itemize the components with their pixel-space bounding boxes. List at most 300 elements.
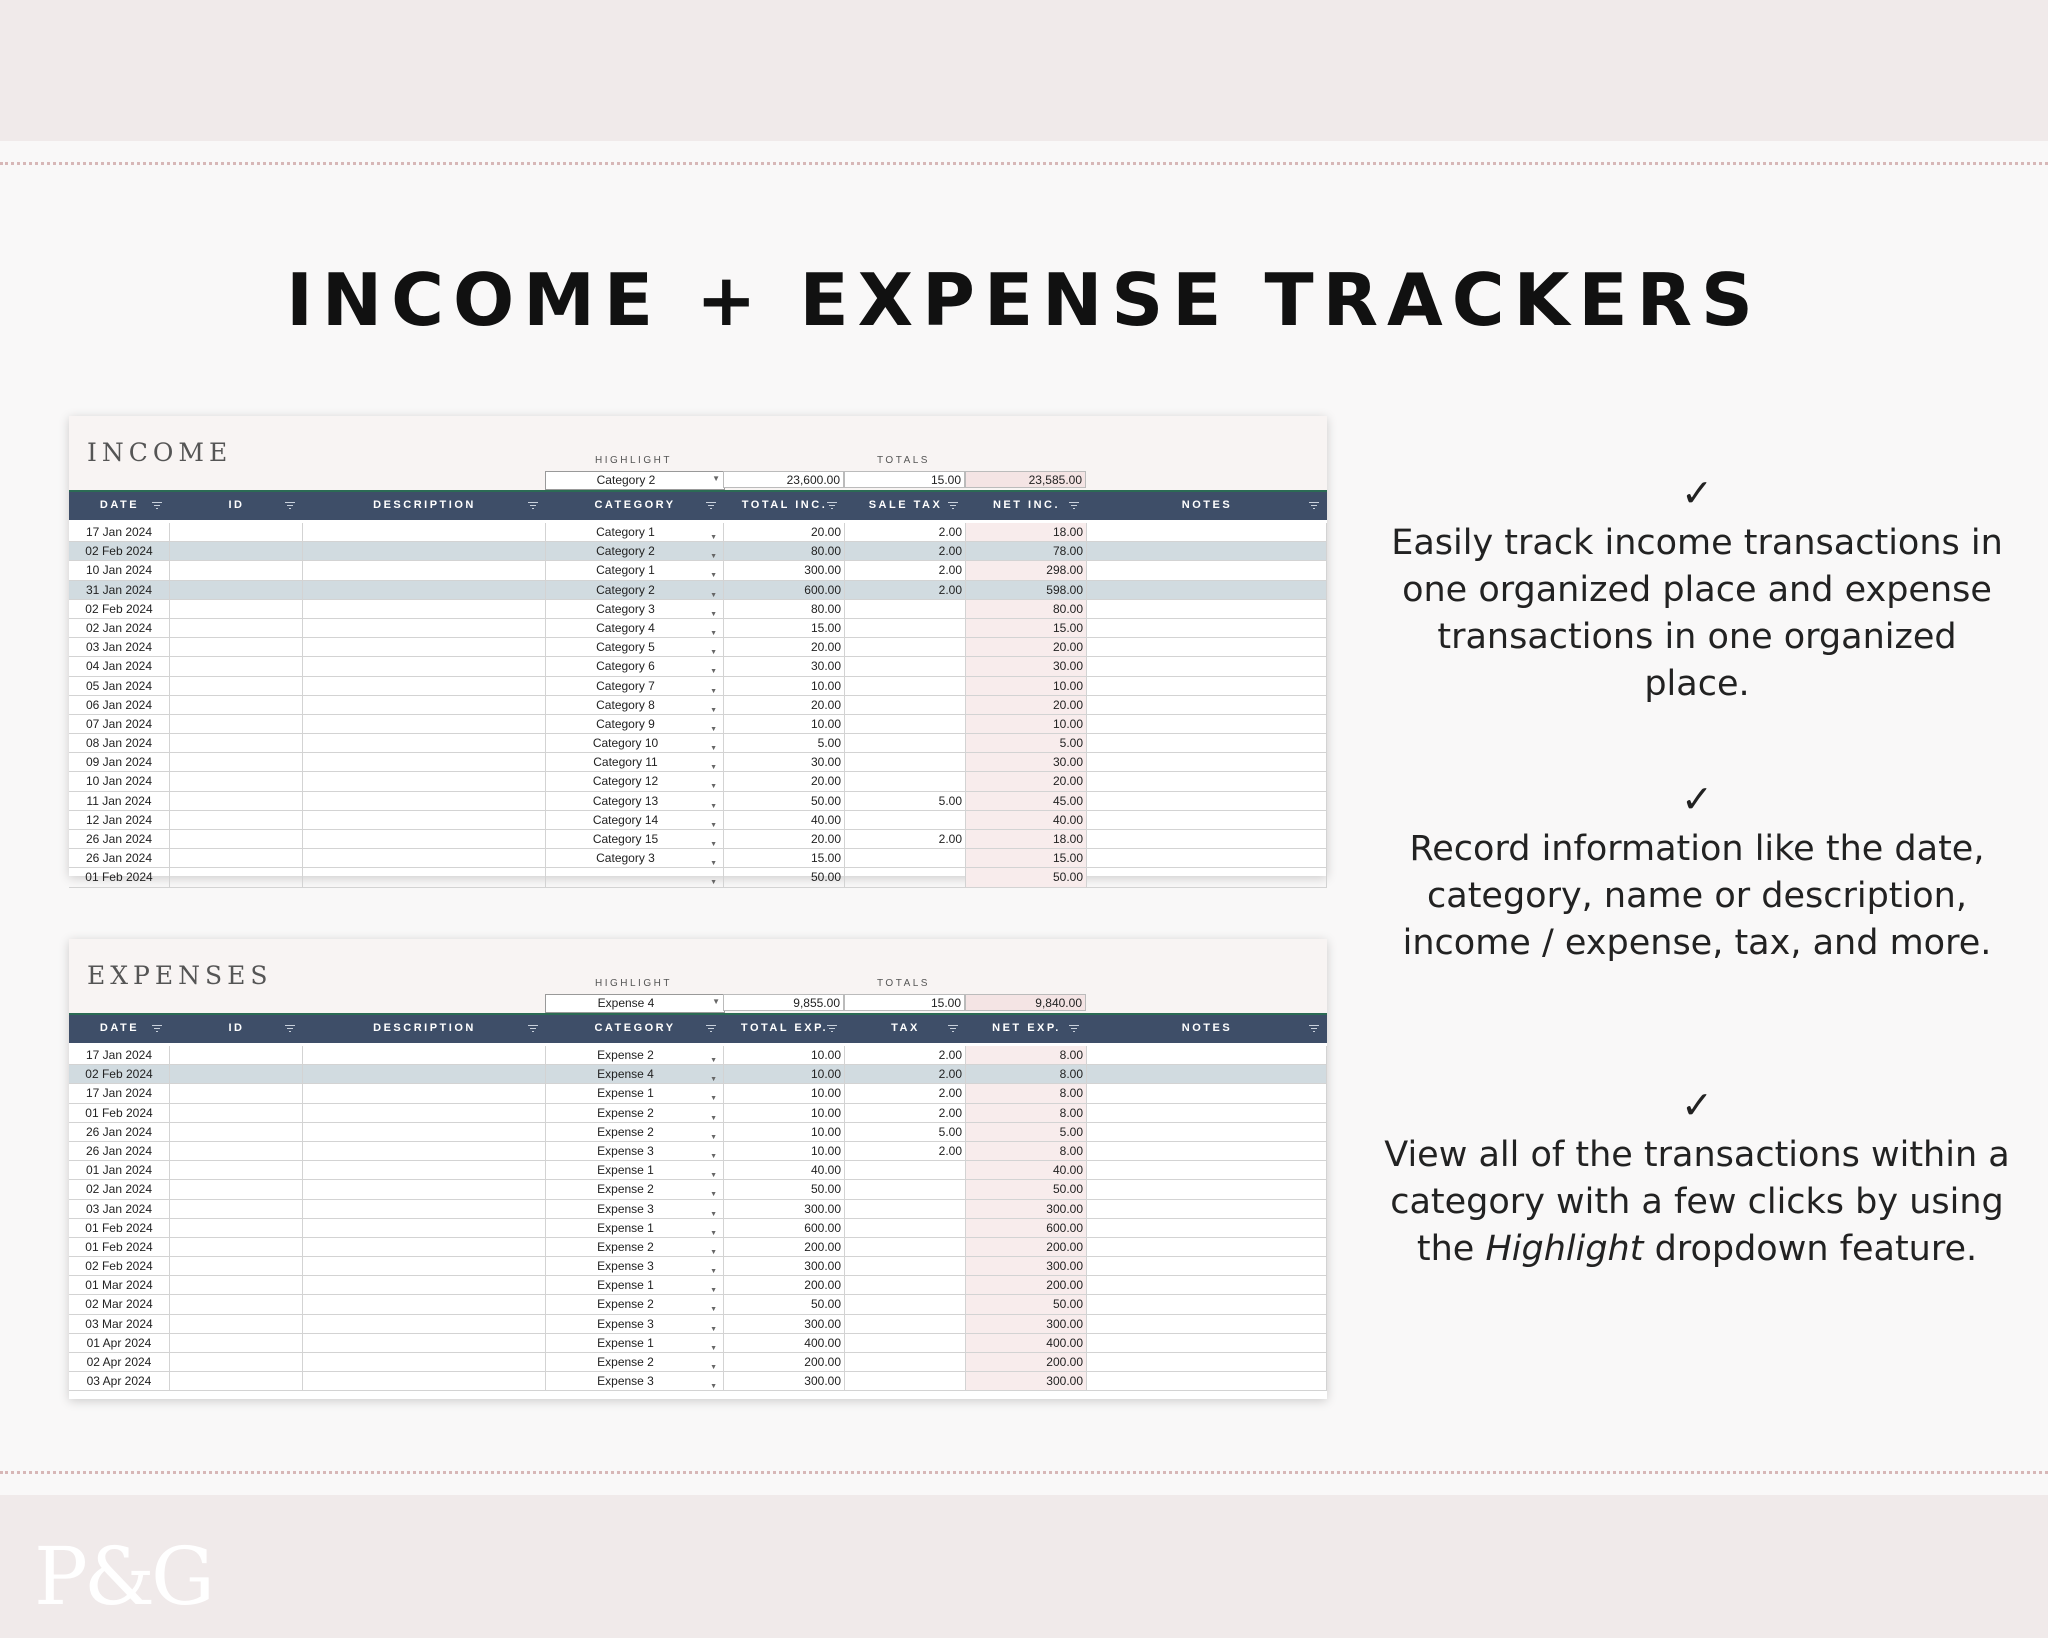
date-cell[interactable] <box>69 715 170 733</box>
description-cell[interactable] <box>303 734 546 752</box>
tax-cell[interactable] <box>845 1065 966 1083</box>
total-cell[interactable] <box>724 1142 845 1160</box>
total-cell[interactable] <box>724 1046 845 1064</box>
date-cell[interactable] <box>69 1257 170 1275</box>
tax-cell[interactable] <box>845 638 966 656</box>
net-cell[interactable] <box>966 792 1087 810</box>
net-cell[interactable] <box>966 1104 1087 1122</box>
category-cell[interactable] <box>546 1142 724 1160</box>
tax-cell[interactable] <box>845 753 966 771</box>
chevron-down-icon[interactable]: ▼ <box>710 649 717 657</box>
filter-icon[interactable] <box>152 1025 162 1033</box>
id-cell[interactable] <box>170 1065 303 1083</box>
total-cell[interactable] <box>724 1372 845 1390</box>
notes-cell[interactable] <box>1087 523 1327 541</box>
table-row[interactable] <box>69 830 1327 849</box>
net-cell[interactable] <box>966 734 1087 752</box>
table-row[interactable] <box>69 1257 1327 1276</box>
table-row[interactable] <box>69 1123 1327 1142</box>
net-cell[interactable] <box>966 1046 1087 1064</box>
notes-cell[interactable] <box>1087 1123 1327 1141</box>
filter-icon[interactable] <box>706 1025 716 1033</box>
total-cell[interactable] <box>724 1065 845 1083</box>
notes-cell[interactable] <box>1087 772 1327 790</box>
date-cell[interactable] <box>69 638 170 656</box>
table-row[interactable] <box>69 1104 1327 1123</box>
table-row[interactable] <box>69 734 1327 753</box>
net-cell[interactable] <box>966 849 1087 867</box>
tax-cell[interactable] <box>845 1180 966 1198</box>
tax-cell[interactable] <box>845 1334 966 1352</box>
date-cell[interactable] <box>69 1065 170 1083</box>
net-cell[interactable] <box>966 696 1087 714</box>
table-row[interactable] <box>69 1372 1327 1391</box>
date-cell[interactable] <box>69 868 170 886</box>
notes-cell[interactable] <box>1087 600 1327 618</box>
date-cell[interactable] <box>69 734 170 752</box>
tax-cell[interactable] <box>845 1315 966 1333</box>
description-cell[interactable] <box>303 581 546 599</box>
id-cell[interactable] <box>170 849 303 867</box>
net-cell[interactable] <box>966 715 1087 733</box>
category-cell[interactable] <box>546 657 724 675</box>
notes-cell[interactable] <box>1087 638 1327 656</box>
category-cell[interactable] <box>546 849 724 867</box>
notes-cell[interactable] <box>1087 1104 1327 1122</box>
total-cell[interactable] <box>724 677 845 695</box>
total-cell[interactable] <box>724 1200 845 1218</box>
chevron-down-icon[interactable]: ▼ <box>710 821 717 829</box>
net-cell[interactable] <box>966 1257 1087 1275</box>
total-cell[interactable] <box>724 1123 845 1141</box>
table-row[interactable] <box>69 1065 1327 1084</box>
id-cell[interactable] <box>170 1123 303 1141</box>
id-cell[interactable] <box>170 1334 303 1352</box>
category-cell[interactable] <box>546 561 724 579</box>
chevron-down-icon[interactable]: ▼ <box>710 1114 717 1122</box>
description-cell[interactable] <box>303 1372 546 1390</box>
tax-cell[interactable] <box>845 849 966 867</box>
id-cell[interactable] <box>170 772 303 790</box>
tax-cell[interactable] <box>845 868 966 886</box>
notes-cell[interactable] <box>1087 849 1327 867</box>
category-cell[interactable] <box>546 542 724 560</box>
tax-cell[interactable] <box>845 581 966 599</box>
filter-icon[interactable] <box>948 1025 958 1033</box>
total-cell[interactable] <box>724 1295 845 1313</box>
total-cell[interactable] <box>724 619 845 637</box>
chevron-down-icon[interactable]: ▼ <box>710 1057 717 1064</box>
date-cell[interactable] <box>69 523 170 541</box>
description-cell[interactable] <box>303 561 546 579</box>
category-cell[interactable] <box>546 715 724 733</box>
date-cell[interactable] <box>69 1161 170 1179</box>
notes-cell[interactable] <box>1087 715 1327 733</box>
date-cell[interactable] <box>69 849 170 867</box>
total-cell[interactable] <box>724 849 845 867</box>
table-row[interactable] <box>69 638 1327 657</box>
tax-cell[interactable] <box>845 811 966 829</box>
notes-cell[interactable] <box>1087 1065 1327 1083</box>
tax-cell[interactable] <box>845 1219 966 1237</box>
notes-cell[interactable] <box>1087 811 1327 829</box>
category-cell[interactable] <box>546 1200 724 1218</box>
id-cell[interactable] <box>170 811 303 829</box>
tax-cell[interactable] <box>845 1276 966 1294</box>
date-cell[interactable] <box>69 811 170 829</box>
total-cell[interactable] <box>724 734 845 752</box>
total-cell[interactable] <box>724 542 845 560</box>
chevron-down-icon[interactable]: ▼ <box>710 1076 717 1084</box>
id-cell[interactable] <box>170 1219 303 1237</box>
chevron-down-icon[interactable]: ▼ <box>710 1325 717 1333</box>
id-cell[interactable] <box>170 638 303 656</box>
table-row[interactable] <box>69 657 1327 676</box>
id-cell[interactable] <box>170 715 303 733</box>
net-cell[interactable] <box>966 523 1087 541</box>
description-cell[interactable] <box>303 1276 546 1294</box>
filter-icon[interactable] <box>1069 502 1079 510</box>
notes-cell[interactable] <box>1087 1372 1327 1390</box>
total-cell[interactable] <box>724 1161 845 1179</box>
description-cell[interactable] <box>303 1142 546 1160</box>
table-row[interactable] <box>69 1315 1327 1334</box>
filter-icon[interactable] <box>1069 1025 1079 1033</box>
id-cell[interactable] <box>170 792 303 810</box>
net-cell[interactable] <box>966 1142 1087 1160</box>
description-cell[interactable] <box>303 1123 546 1141</box>
net-cell[interactable] <box>966 1315 1087 1333</box>
net-cell[interactable] <box>966 1334 1087 1352</box>
category-cell[interactable] <box>546 1180 724 1198</box>
notes-cell[interactable] <box>1087 1200 1327 1218</box>
id-cell[interactable] <box>170 734 303 752</box>
description-cell[interactable] <box>303 753 546 771</box>
description-cell[interactable] <box>303 849 546 867</box>
category-cell[interactable] <box>546 523 724 541</box>
table-row[interactable] <box>69 792 1327 811</box>
table-row[interactable] <box>69 811 1327 830</box>
total-cell[interactable] <box>724 1276 845 1294</box>
table-row[interactable] <box>69 619 1327 638</box>
net-cell[interactable] <box>966 1219 1087 1237</box>
category-cell[interactable] <box>546 792 724 810</box>
description-cell[interactable] <box>303 868 546 886</box>
table-row[interactable] <box>69 1353 1327 1372</box>
date-cell[interactable] <box>69 1200 170 1218</box>
net-cell[interactable] <box>966 561 1087 579</box>
table-row[interactable] <box>69 1276 1327 1295</box>
total-cell[interactable] <box>724 600 845 618</box>
tax-cell[interactable] <box>845 830 966 848</box>
id-cell[interactable] <box>170 657 303 675</box>
notes-cell[interactable] <box>1087 619 1327 637</box>
description-cell[interactable] <box>303 1180 546 1198</box>
total-cell[interactable] <box>724 657 845 675</box>
filter-icon[interactable] <box>1309 502 1319 510</box>
date-cell[interactable] <box>69 792 170 810</box>
description-cell[interactable] <box>303 772 546 790</box>
id-cell[interactable] <box>170 1276 303 1294</box>
tax-cell[interactable] <box>845 1257 966 1275</box>
category-cell[interactable] <box>546 1315 724 1333</box>
tax-cell[interactable] <box>845 1123 966 1141</box>
date-cell[interactable] <box>69 1295 170 1313</box>
chevron-down-icon[interactable]: ▼ <box>710 553 717 561</box>
table-row[interactable] <box>69 1180 1327 1199</box>
id-cell[interactable] <box>170 753 303 771</box>
id-cell[interactable] <box>170 1372 303 1390</box>
id-cell[interactable] <box>170 600 303 618</box>
description-cell[interactable] <box>303 1315 546 1333</box>
description-cell[interactable] <box>303 600 546 618</box>
table-row[interactable] <box>69 600 1327 619</box>
table-row[interactable] <box>69 849 1327 868</box>
total-cell[interactable] <box>724 715 845 733</box>
date-cell[interactable] <box>69 657 170 675</box>
category-cell[interactable] <box>546 830 724 848</box>
notes-cell[interactable] <box>1087 1257 1327 1275</box>
net-cell[interactable] <box>966 1180 1087 1198</box>
table-row[interactable] <box>69 868 1327 887</box>
chevron-down-icon[interactable]: ▼ <box>710 591 717 599</box>
category-cell[interactable] <box>546 1065 724 1083</box>
chevron-down-icon[interactable]: ▼ <box>710 1095 717 1103</box>
category-cell[interactable] <box>546 811 724 829</box>
net-cell[interactable] <box>966 830 1087 848</box>
category-cell[interactable] <box>546 1372 724 1390</box>
chevron-down-icon[interactable]: ▼ <box>710 1287 717 1295</box>
tax-cell[interactable] <box>845 542 966 560</box>
chevron-down-icon[interactable]: ▼ <box>710 706 717 714</box>
tax-cell[interactable] <box>845 772 966 790</box>
id-cell[interactable] <box>170 1104 303 1122</box>
total-cell[interactable] <box>724 1257 845 1275</box>
notes-cell[interactable] <box>1087 1276 1327 1294</box>
notes-cell[interactable] <box>1087 1315 1327 1333</box>
chevron-down-icon[interactable]: ▼ <box>710 1172 717 1180</box>
date-cell[interactable] <box>69 753 170 771</box>
notes-cell[interactable] <box>1087 792 1327 810</box>
tax-cell[interactable] <box>845 523 966 541</box>
tax-cell[interactable] <box>845 1084 966 1102</box>
category-cell[interactable] <box>546 1046 724 1064</box>
table-row[interactable] <box>69 772 1327 791</box>
description-cell[interactable] <box>303 696 546 714</box>
chevron-down-icon[interactable]: ▼ <box>710 879 717 887</box>
table-row[interactable] <box>69 677 1327 696</box>
id-cell[interactable] <box>170 868 303 886</box>
notes-cell[interactable] <box>1087 561 1327 579</box>
net-cell[interactable] <box>966 677 1087 695</box>
date-cell[interactable] <box>69 1219 170 1237</box>
tax-cell[interactable] <box>845 696 966 714</box>
expense-highlight-dropdown[interactable] <box>545 994 725 1013</box>
tax-cell[interactable] <box>845 1238 966 1256</box>
category-cell[interactable] <box>546 1276 724 1294</box>
chevron-down-icon[interactable]: ▼ <box>710 745 717 753</box>
net-cell[interactable] <box>966 1295 1087 1313</box>
notes-cell[interactable] <box>1087 1219 1327 1237</box>
net-cell[interactable] <box>966 600 1087 618</box>
category-cell[interactable] <box>546 1123 724 1141</box>
description-cell[interactable] <box>303 542 546 560</box>
table-row[interactable] <box>69 561 1327 580</box>
table-row[interactable] <box>69 1238 1327 1257</box>
chevron-down-icon[interactable]: ▼ <box>710 1248 717 1256</box>
date-cell[interactable] <box>69 772 170 790</box>
table-row[interactable] <box>69 1200 1327 1219</box>
date-cell[interactable] <box>69 1238 170 1256</box>
table-row[interactable] <box>69 1084 1327 1103</box>
id-cell[interactable] <box>170 619 303 637</box>
net-cell[interactable] <box>966 1353 1087 1371</box>
net-cell[interactable] <box>966 868 1087 886</box>
description-cell[interactable] <box>303 1084 546 1102</box>
net-cell[interactable] <box>966 1276 1087 1294</box>
total-cell[interactable] <box>724 753 845 771</box>
category-cell[interactable] <box>546 677 724 695</box>
description-cell[interactable] <box>303 677 546 695</box>
description-cell[interactable] <box>303 657 546 675</box>
filter-icon[interactable] <box>152 502 162 510</box>
date-cell[interactable] <box>69 619 170 637</box>
chevron-down-icon[interactable]: ▼ <box>710 860 717 868</box>
chevron-down-icon[interactable]: ▼ <box>710 610 717 618</box>
date-cell[interactable] <box>69 1315 170 1333</box>
description-cell[interactable] <box>303 715 546 733</box>
notes-cell[interactable] <box>1087 868 1327 886</box>
chevron-down-icon[interactable]: ▼ <box>710 1210 717 1218</box>
category-cell[interactable] <box>546 753 724 771</box>
category-cell[interactable] <box>546 1295 724 1313</box>
description-cell[interactable] <box>303 1257 546 1275</box>
description-cell[interactable] <box>303 1295 546 1313</box>
notes-cell[interactable] <box>1087 542 1327 560</box>
id-cell[interactable] <box>170 1200 303 1218</box>
total-cell[interactable] <box>724 523 845 541</box>
filter-icon[interactable] <box>528 502 538 510</box>
description-cell[interactable] <box>303 792 546 810</box>
id-cell[interactable] <box>170 830 303 848</box>
chevron-down-icon[interactable]: ▼ <box>710 1133 717 1141</box>
notes-cell[interactable] <box>1087 1046 1327 1064</box>
notes-cell[interactable] <box>1087 1084 1327 1102</box>
id-cell[interactable] <box>170 523 303 541</box>
chevron-down-icon[interactable]: ▼ <box>710 1306 717 1314</box>
total-cell[interactable] <box>724 696 845 714</box>
table-row[interactable] <box>69 1046 1327 1065</box>
notes-cell[interactable] <box>1087 1180 1327 1198</box>
notes-cell[interactable] <box>1087 1334 1327 1352</box>
id-cell[interactable] <box>170 1161 303 1179</box>
tax-cell[interactable] <box>845 734 966 752</box>
date-cell[interactable] <box>69 1142 170 1160</box>
total-cell[interactable] <box>724 1334 845 1352</box>
description-cell[interactable] <box>303 830 546 848</box>
description-cell[interactable] <box>303 1353 546 1371</box>
date-cell[interactable] <box>69 1353 170 1371</box>
table-row[interactable] <box>69 1142 1327 1161</box>
description-cell[interactable] <box>303 1238 546 1256</box>
tax-cell[interactable] <box>845 657 966 675</box>
category-cell[interactable] <box>546 1219 724 1237</box>
net-cell[interactable] <box>966 772 1087 790</box>
notes-cell[interactable] <box>1087 1142 1327 1160</box>
description-cell[interactable] <box>303 619 546 637</box>
table-row[interactable] <box>69 1295 1327 1314</box>
id-cell[interactable] <box>170 1315 303 1333</box>
total-cell[interactable] <box>724 1238 845 1256</box>
filter-icon[interactable] <box>285 1025 295 1033</box>
category-cell[interactable] <box>546 1238 724 1256</box>
total-cell[interactable] <box>724 1219 845 1237</box>
chevron-down-icon[interactable]: ▼ <box>710 1152 717 1160</box>
tax-cell[interactable] <box>845 1161 966 1179</box>
net-cell[interactable] <box>966 619 1087 637</box>
total-cell[interactable] <box>724 811 845 829</box>
chevron-down-icon[interactable]: ▼ <box>710 1229 717 1237</box>
filter-icon[interactable] <box>285 502 295 510</box>
notes-cell[interactable] <box>1087 753 1327 771</box>
chevron-down-icon[interactable]: ▼ <box>710 572 717 580</box>
category-cell[interactable] <box>546 1353 724 1371</box>
description-cell[interactable] <box>303 638 546 656</box>
net-cell[interactable] <box>966 638 1087 656</box>
description-cell[interactable] <box>303 1334 546 1352</box>
description-cell[interactable] <box>303 1219 546 1237</box>
notes-cell[interactable] <box>1087 696 1327 714</box>
total-cell[interactable] <box>724 561 845 579</box>
description-cell[interactable] <box>303 1104 546 1122</box>
description-cell[interactable] <box>303 523 546 541</box>
tax-cell[interactable] <box>845 1295 966 1313</box>
net-cell[interactable] <box>966 1200 1087 1218</box>
category-cell[interactable] <box>546 1257 724 1275</box>
id-cell[interactable] <box>170 1257 303 1275</box>
notes-cell[interactable] <box>1087 581 1327 599</box>
id-cell[interactable] <box>170 1142 303 1160</box>
chevron-down-icon[interactable]: ▼ <box>710 1191 717 1199</box>
total-cell[interactable] <box>724 1084 845 1102</box>
table-row[interactable] <box>69 1334 1327 1353</box>
id-cell[interactable] <box>170 696 303 714</box>
tax-cell[interactable] <box>845 1372 966 1390</box>
chevron-down-icon[interactable]: ▼ <box>710 783 717 791</box>
tax-cell[interactable] <box>845 1142 966 1160</box>
id-cell[interactable] <box>170 1084 303 1102</box>
chevron-down-icon[interactable]: ▼ <box>710 629 717 637</box>
category-cell[interactable] <box>546 696 724 714</box>
date-cell[interactable] <box>69 1104 170 1122</box>
description-cell[interactable] <box>303 1065 546 1083</box>
id-cell[interactable] <box>170 1238 303 1256</box>
description-cell[interactable] <box>303 1161 546 1179</box>
category-cell[interactable] <box>546 619 724 637</box>
category-cell[interactable] <box>546 1104 724 1122</box>
income-highlight-dropdown[interactable] <box>545 471 725 490</box>
id-cell[interactable] <box>170 1353 303 1371</box>
chevron-down-icon[interactable]: ▼ <box>710 1364 717 1371</box>
description-cell[interactable] <box>303 1200 546 1218</box>
date-cell[interactable] <box>69 542 170 560</box>
total-cell[interactable] <box>724 868 845 886</box>
tax-cell[interactable] <box>845 792 966 810</box>
date-cell[interactable] <box>69 581 170 599</box>
notes-cell[interactable] <box>1087 677 1327 695</box>
date-cell[interactable] <box>69 1046 170 1064</box>
net-cell[interactable] <box>966 1123 1087 1141</box>
